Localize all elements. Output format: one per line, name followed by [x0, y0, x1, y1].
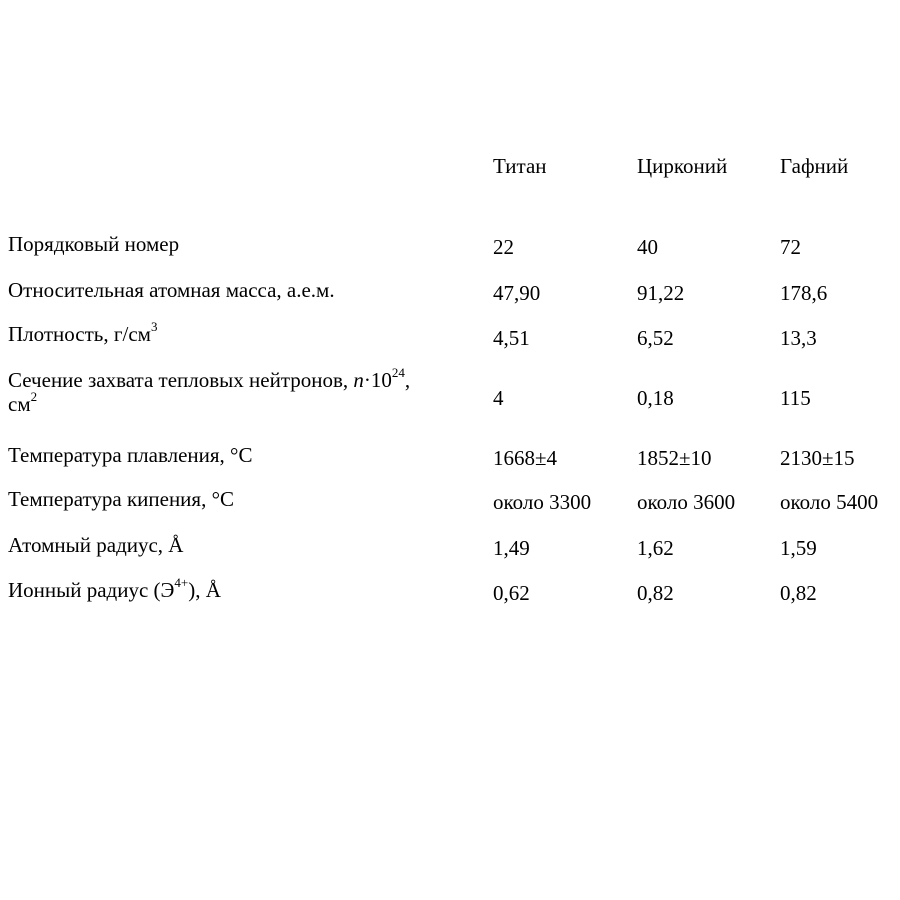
row-label-atomic-number: Порядковый номер	[8, 232, 180, 256]
cell-value: 1,62	[637, 536, 674, 560]
label-superscript: 24	[391, 365, 405, 380]
row-label-atomic-mass: Относительная атомная масса, а.е.м.	[8, 278, 335, 302]
cell-value: 13,3	[780, 326, 817, 350]
cell-value: 91,22	[637, 281, 685, 305]
row-label-neutron-capture	[8, 365, 483, 416]
label-superscript: 4+	[174, 575, 189, 590]
cell-value: 0,82	[780, 581, 817, 605]
label-text: Сечение захвата тепловых нейтронов,	[8, 368, 354, 392]
cell-value: 4,51	[493, 326, 530, 350]
cell-value: около 5400	[780, 490, 879, 514]
cell-value: 72	[780, 235, 801, 259]
label-text: см	[8, 392, 31, 416]
cell-value: 6,52	[637, 326, 674, 350]
label-superscript: 2	[30, 389, 38, 404]
cell-value: 1668±4	[493, 446, 558, 470]
row-label-density	[8, 319, 158, 346]
cell-value: 40	[637, 235, 658, 259]
cell-value: 1,49	[493, 536, 530, 560]
row-label-ionic-radius	[8, 575, 221, 602]
row-label-melting-point: Температура плавления, °С	[8, 443, 253, 467]
cell-value: 2130±15	[780, 446, 855, 470]
row-label-atomic-radius: Атомный радиус, Å	[8, 533, 184, 557]
label-variable: n	[353, 368, 364, 392]
label-superscript: 3	[150, 319, 158, 334]
label-text: Плотность, г/см	[8, 322, 151, 346]
cell-value: 1852±10	[637, 446, 712, 470]
label-text: ), Å	[188, 578, 221, 602]
cell-value: 0,82	[637, 581, 674, 605]
cell-value: 0,18	[637, 386, 674, 410]
header-titanium: Титан	[493, 154, 547, 178]
cell-value: 4	[493, 386, 504, 410]
cell-value: около 3300	[493, 490, 592, 514]
cell-value: 178,6	[780, 281, 828, 305]
cell-value: 115	[780, 386, 811, 410]
cell-value: около 3600	[637, 490, 736, 514]
header-hafnium: Гафний	[780, 154, 849, 178]
label-text: ,	[404, 368, 411, 392]
row-label-boiling-point: Температура кипения, °С	[8, 487, 234, 511]
cell-value: 47,90	[493, 281, 541, 305]
label-text: ·10	[363, 368, 392, 392]
label-text: Ионный радиус (Э	[8, 578, 175, 602]
cell-value: 0,62	[493, 581, 530, 605]
cell-value: 22	[493, 235, 514, 259]
header-zirconium: Цирконий	[637, 154, 728, 178]
cell-value: 1,59	[780, 536, 817, 560]
